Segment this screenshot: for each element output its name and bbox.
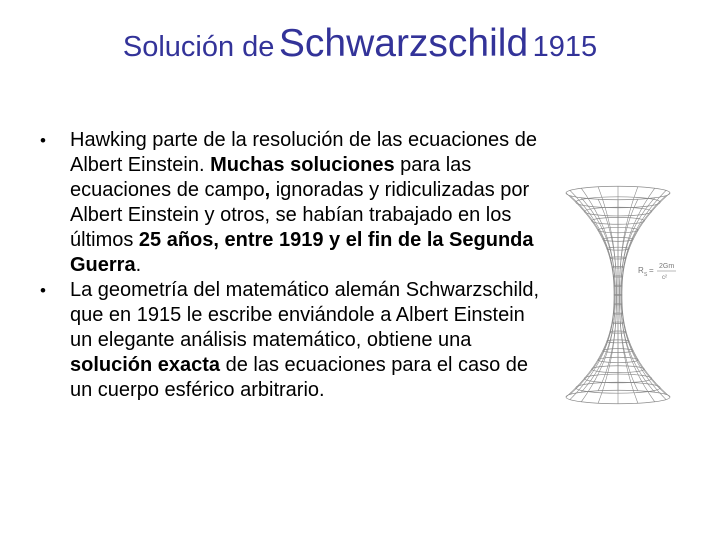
title-part-3: 1915 bbox=[532, 31, 598, 63]
bullet-marker: • bbox=[40, 131, 46, 150]
bullet-text: La geometría del matemático alemán Schwarzschild, que en 1915 le escribe enviándole a Albert Einstein un elegante análisis matemático, obtiene una bbox=[70, 279, 540, 351]
bullet-item bbox=[40, 128, 540, 278]
bullet-text: de las ecuaciones para el caso de un cuerpo esférico arbitrario. bbox=[70, 354, 529, 401]
formula-numerator: 2Gm bbox=[659, 263, 675, 270]
formula-lhs: R bbox=[638, 266, 644, 275]
bullet-text: . bbox=[135, 254, 142, 276]
title-part-1: Solución de bbox=[122, 31, 275, 63]
bullet-text-bold: 25 años, entre 1919 y el fin de la Segunda Guerra bbox=[70, 229, 534, 276]
wormhole-figure bbox=[560, 185, 710, 405]
wormhole-diagram bbox=[560, 185, 710, 405]
bullet-text-bold: solución exacta bbox=[70, 354, 221, 376]
bullet-text-bold: , bbox=[264, 179, 271, 201]
bullet-marker: • bbox=[40, 281, 46, 300]
schwarzschild-radius-formula bbox=[638, 263, 676, 281]
slide-title bbox=[0, 22, 720, 66]
bullet-list bbox=[40, 128, 540, 403]
bullet-text: ignoradas y ridiculizadas por Albert Einstein y otros, se habían trabajado en los últimos bbox=[70, 179, 530, 251]
bullet-item bbox=[40, 278, 540, 403]
bullet-text-bold: Muchas soluciones bbox=[210, 154, 395, 176]
bullet-text: para las ecuaciones de campo bbox=[70, 154, 472, 201]
formula-subscript: S bbox=[644, 272, 648, 278]
formula-equals: = bbox=[649, 266, 654, 275]
bullet-text: Hawking parte de la resolución de las ecuaciones de Albert Einstein. bbox=[70, 129, 537, 176]
title-part-2: Schwarzschild bbox=[278, 22, 529, 65]
formula-denominator: c² bbox=[662, 275, 667, 281]
